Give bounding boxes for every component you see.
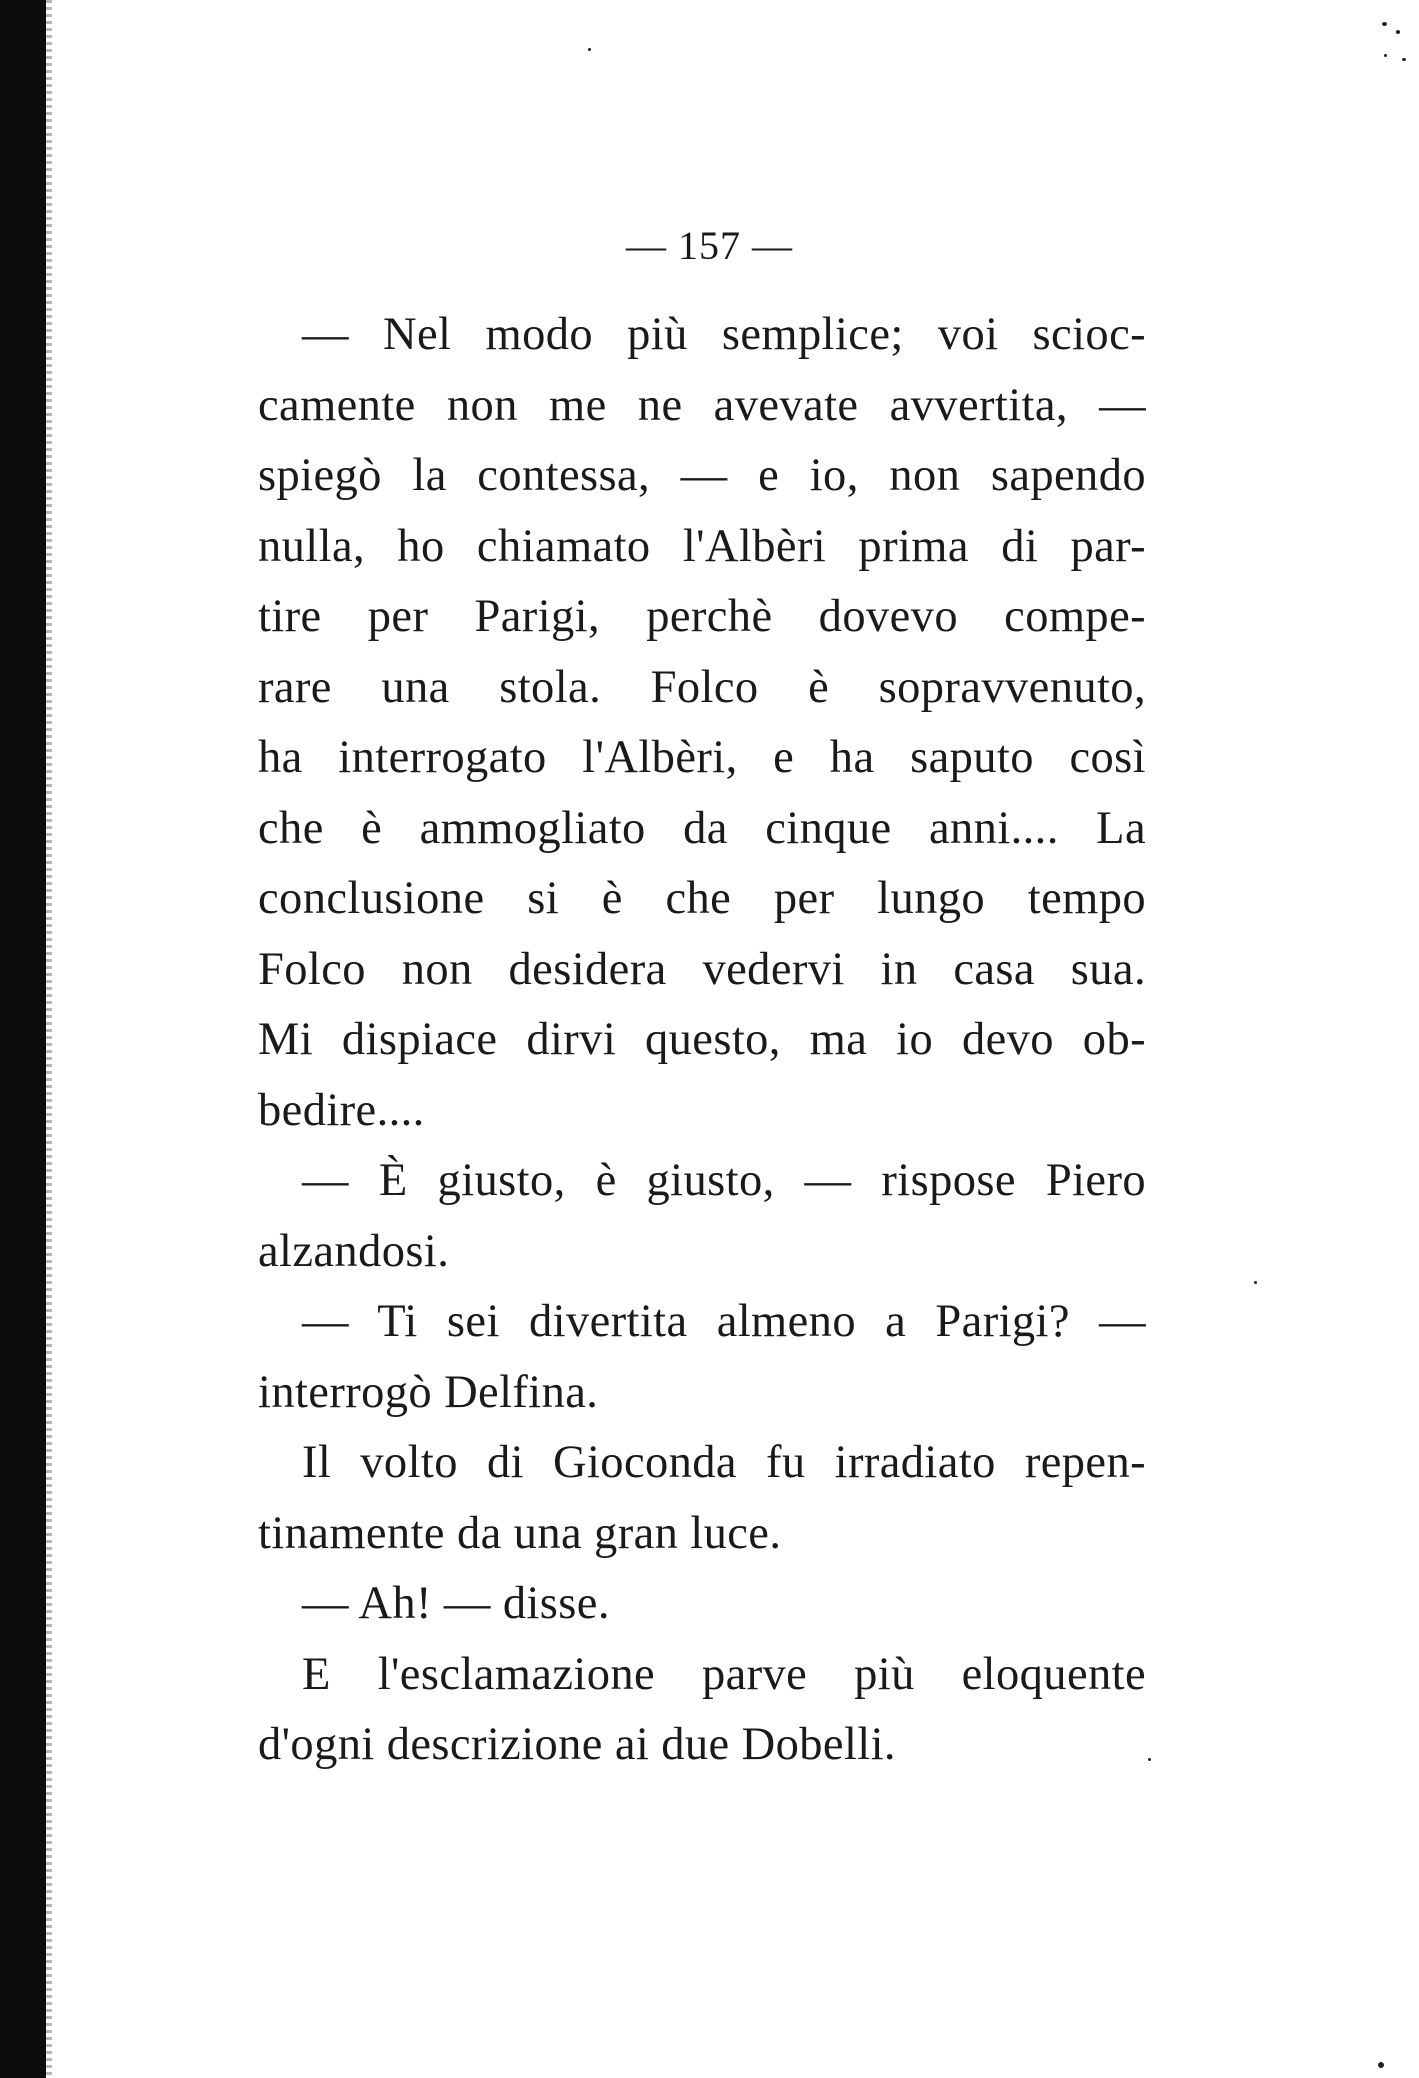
text-line: — Ti sei divertita almeno a Parigi? —	[302, 1296, 1146, 1347]
text-line: Folco non desidera vedervi in casa sua.	[258, 943, 1146, 995]
text-line: camente non me ne avevate avvertita, —	[258, 379, 1146, 431]
text-line: alzandosi.	[258, 1225, 450, 1277]
scan-speck	[588, 48, 591, 51]
scan-speck	[1148, 1758, 1151, 1761]
text-line: Mi dispiace dirvi questo, ma io devo ob-	[258, 1014, 1146, 1065]
text-line: nulla, ho chiamato l'Albèri prima di par-	[258, 520, 1146, 572]
body-text	[258, 300, 1146, 1781]
scan-speck	[1402, 58, 1406, 61]
page-binding-edge	[0, 0, 46, 2078]
text-line: rare una stola. Folco è sopravvenuto,	[258, 661, 1146, 713]
scan-speck	[1382, 22, 1387, 26]
text-line: interrogò Delfina.	[258, 1366, 599, 1418]
text-line: bedire....	[258, 1084, 425, 1136]
text-line: conclusione si è che per lungo tempo	[258, 873, 1146, 924]
scan-speck	[1396, 30, 1400, 34]
text-line: spiegò la contessa, — e io, non sapendo	[258, 450, 1146, 501]
text-line: — Ah! — disse.	[302, 1578, 610, 1629]
scan-speck	[1378, 2062, 1384, 2068]
scan-speck	[1254, 1281, 1257, 1284]
text-line: — È giusto, è giusto, — rispose Piero	[302, 1155, 1146, 1206]
text-line: d'ogni descrizione ai due Dobelli.	[258, 1719, 896, 1770]
text-line: che è ammogliato da cinque anni.... La	[258, 802, 1146, 854]
text-line: Il volto di Gioconda fu irradiato repen-	[302, 1437, 1146, 1488]
scan-speck	[1384, 54, 1387, 57]
text-line: tinamente da una gran luce.	[258, 1507, 782, 1559]
text-line: E l'esclamazione parve più eloquente	[302, 1648, 1146, 1700]
text-line: ha interrogato l'Albèri, e ha saputo così	[258, 732, 1146, 783]
text-line: — Nel modo più semplice; voi scioc-	[302, 309, 1146, 360]
text-line: tire per Parigi, perchè dovevo compe-	[258, 591, 1146, 642]
page-number: — 157 —	[626, 223, 793, 268]
